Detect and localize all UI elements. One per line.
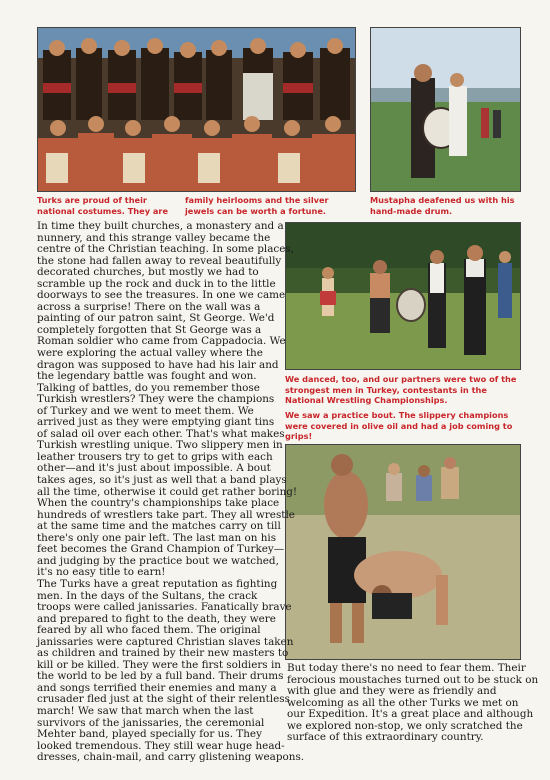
body-line: Turkish wrestling unique. Two slippery men in	[37, 439, 283, 452]
body-line: across a surprise! There on the wall was a	[37, 300, 261, 313]
body-line: our Expedition. It's a great place and although	[287, 708, 534, 721]
caption-line: National Wrestling Championships.	[285, 395, 448, 405]
body-line: centre of the Christian teaching. In some places,	[37, 243, 295, 256]
body-line: decorated churches, but mostly we had to	[37, 266, 259, 279]
photo-drummer	[370, 27, 521, 192]
caption-line: jewels can be worth a fortune.	[185, 205, 326, 216]
body-line: janissaries were captured Christian slaves taken	[37, 635, 294, 648]
body-line: In time they built churches, a monastery and a	[37, 220, 284, 232]
body-line: feet becomes the Grand Champion of Turkey—	[37, 543, 285, 556]
body-line: dragon was supposed to have had his lair and	[37, 358, 279, 371]
article-body-left	[37, 221, 304, 764]
body-line: the stone had fallen away to reveal beautifully	[37, 254, 282, 267]
body-line: as children and trained by their new masters to	[37, 647, 289, 660]
body-line: painting of our patron saint, St George. We'd	[37, 312, 275, 325]
body-line: it's no easy title to earn!	[37, 566, 166, 579]
caption-costumes-right	[185, 195, 355, 216]
caption-costumes-left	[37, 195, 187, 216]
caption-drum	[370, 195, 520, 216]
caption-line: hand-made drum.	[370, 205, 453, 216]
body-line: the world to be led by a full band. Their drums	[37, 670, 284, 683]
body-line: Talking of battles, do you remember those	[37, 381, 260, 394]
body-line: troops were called janissaries. Fanatically brave	[37, 601, 292, 614]
caption-line: Turks are proud of their	[37, 195, 147, 205]
body-line: scramble up the rock and duck in to the little	[37, 277, 276, 290]
body-line: at the same time and the matches carry on till	[37, 520, 281, 533]
body-line: dresses, chain-mail, and carry glistening weapons.	[37, 751, 305, 764]
body-line: were exploring the actual valley where the	[37, 347, 263, 360]
caption-line: grips!	[285, 431, 313, 441]
photo-costumed-group	[37, 27, 356, 192]
body-line: completely forgotten that St George was a	[37, 323, 262, 336]
body-line: takes ages, so it's just as well that a band plays	[37, 474, 287, 487]
body-line: arrived just as they were emptying giant tins	[37, 416, 275, 429]
photo-dancing	[285, 222, 521, 370]
body-line: with glue and they were as friendly and	[287, 685, 497, 698]
body-line: all the time, otherwise it could get rather boring!	[37, 485, 298, 498]
caption-line: Mustapha deafened us with his	[370, 195, 515, 205]
body-line: surface of this extraordinary country.	[287, 731, 484, 744]
body-line: survivors of the janissaries, the ceremonial	[37, 716, 265, 729]
body-line: other—and it's just about impossible. A bout	[37, 462, 271, 475]
body-line: leather trousers try to get to grips with each	[37, 450, 273, 463]
body-line: But today there's no need to fear them. Their	[287, 662, 526, 674]
body-line: hundreds of wrestlers take part. They all wrestle	[37, 508, 295, 521]
body-line: we explored non-stop, we only scratched the	[287, 719, 523, 732]
body-line: The Turks have a great reputation as fighting	[37, 577, 278, 590]
caption-bout	[285, 410, 525, 442]
body-line: kill or be killed. They were the first soldiers in	[37, 658, 281, 671]
body-line: feared by all who faced them. The original	[37, 624, 261, 637]
caption-dance	[285, 374, 525, 406]
caption-line: family heirlooms and the silver	[185, 195, 329, 205]
body-line: there's only one pair left. The last man on his	[37, 531, 277, 544]
body-line: and judging by the practice bout we watched,	[37, 554, 279, 567]
body-line: men. In the days of the Sultans, the crack	[37, 589, 258, 602]
body-line: When the country's championships take place	[37, 497, 280, 510]
article-body-right	[287, 663, 538, 744]
body-line: Roman soldier who came from Cappadocia. We	[37, 335, 286, 348]
body-line: Turkish wrestlers? They were the champions	[37, 393, 275, 406]
body-line: the legendary battle was fought and won.	[37, 370, 257, 383]
caption-line: We saw a practice bout. The slippery champions	[285, 410, 509, 420]
body-line: crusader fled just at the sight of their relentless	[37, 693, 290, 706]
caption-line: national costumes. They are	[37, 205, 168, 216]
body-line: of salad oil over each other. That's what makes	[37, 427, 285, 440]
body-line: looked tremendous. They still wear huge head-	[37, 739, 285, 752]
body-line: march! We saw that march when the last	[37, 704, 254, 717]
body-line: ferocious moustaches turned out to be stuck on	[287, 673, 539, 686]
body-line: Mehter band, played specially for us. They	[37, 728, 262, 741]
body-line: nunnery, and this strange valley became the	[37, 231, 271, 244]
body-line: and songs terrified their enemies and many a	[37, 681, 277, 694]
body-line: welcoming as all the other Turks we met on	[287, 696, 519, 709]
caption-line: were covered in olive oil and had a job coming to	[285, 420, 513, 431]
caption-line: strongest men in Turkey, contestants in the	[285, 384, 487, 395]
caption-line: We danced, too, and our partners were two of the	[285, 374, 517, 384]
body-line: of Turkey and we went to meet them. We	[37, 404, 254, 417]
body-line: and prepared to fight to the death, they were	[37, 612, 276, 625]
photo-wrestling	[285, 444, 521, 660]
body-line: doorways to see the treasures. In one we came	[37, 289, 286, 302]
